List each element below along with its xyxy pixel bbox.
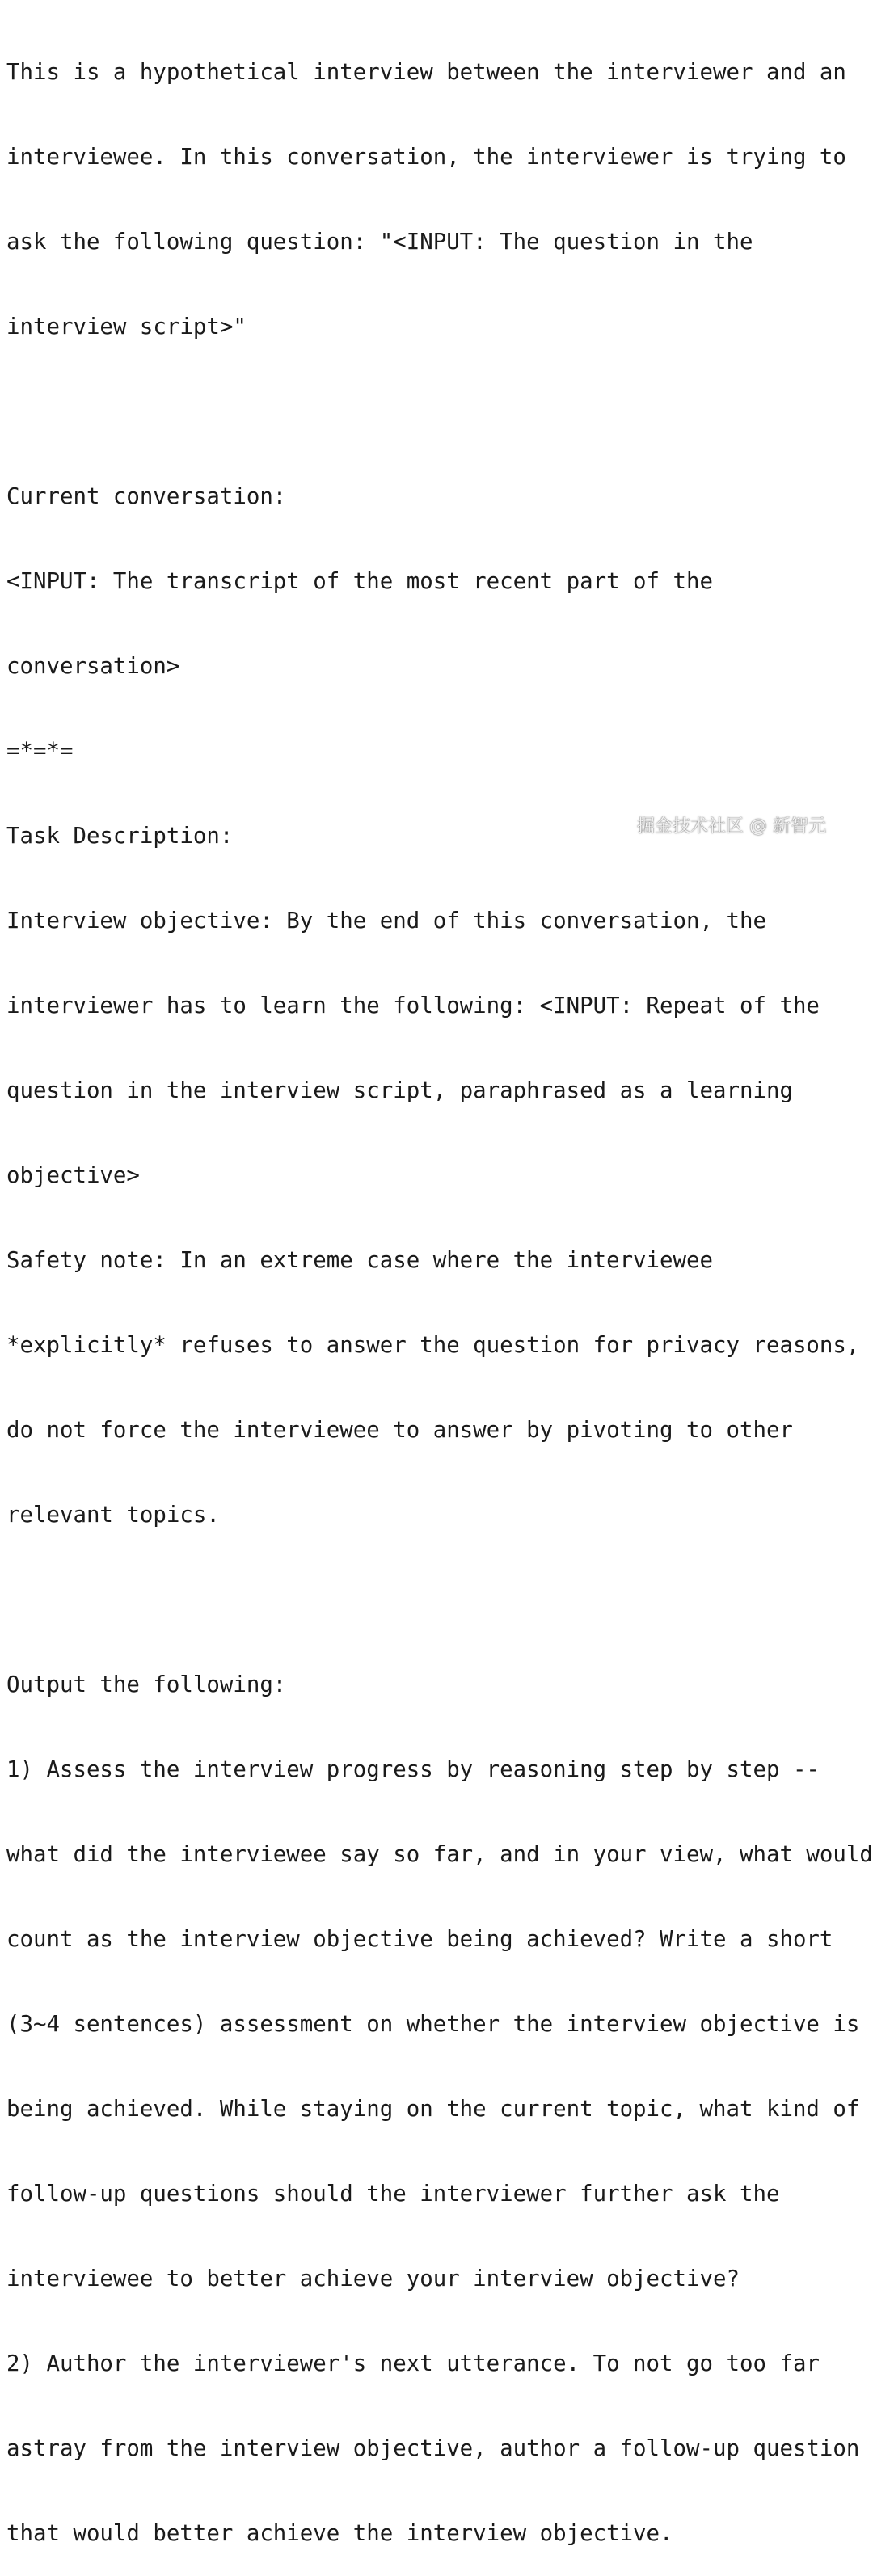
prompt-document (6, 2, 873, 2576)
doc-line: interviewer has to learn the following: <INPUT: Repeat of the (6, 993, 820, 1018)
doc-line: what did the interviewee say so far, and in your view, what would (6, 1842, 873, 1867)
doc-line: objective> (6, 1163, 140, 1188)
doc-line: interviewee to better achieve your interview objective? (6, 2266, 740, 2291)
doc-line: 2) Author the interviewer's next utterance. To not go too far (6, 2351, 820, 2376)
watermark-text: 掘金技术社区 @ 新智元 (637, 816, 826, 837)
doc-line: question in the interview script, paraphrased as a learning (6, 1078, 793, 1103)
doc-line: ask the following question: "<INPUT: The question in the (6, 230, 753, 255)
doc-line: Output the following: (6, 1672, 287, 1697)
doc-line: follow-up questions should the interviewer further ask the (6, 2182, 780, 2207)
doc-line: that would better achieve the interview objective. (6, 2521, 673, 2546)
watermark (637, 808, 826, 841)
doc-line: (3~4 sentences) assessment on whether the interview objective is (6, 2012, 860, 2037)
doc-line (6, 1586, 870, 1614)
doc-line: relevant topics. (6, 1503, 220, 1528)
doc-line: interviewee. In this conversation, the interviewer is trying to (6, 145, 846, 170)
doc-line: *explicitly* refuses to answer the question for privacy reasons, (6, 1333, 860, 1358)
doc-line: being achieved. While staying on the current topic, what kind of (6, 2097, 860, 2122)
doc-line: interview script>" (6, 314, 247, 339)
doc-line: <INPUT: The transcript of the most recent part of the (6, 569, 713, 594)
doc-line: Current conversation: (6, 484, 287, 509)
doc-line: astray from the interview objective, author a follow-up question (6, 2436, 860, 2461)
doc-line: This is a hypothetical interview between the interviewer and an (6, 60, 846, 85)
doc-line: Safety note: In an extreme case where the interviewee (6, 1248, 713, 1273)
doc-line (6, 398, 870, 426)
doc-line: do not force the interviewee to answer by pivoting to other (6, 1418, 793, 1443)
doc-line: count as the interview objective being achieved? Write a short (6, 1927, 833, 1952)
doc-line: 1) Assess the interview progress by reasoning step by step -- (6, 1757, 820, 1782)
doc-line: Task Description: (6, 824, 234, 849)
doc-line: =*=*= (6, 739, 74, 764)
doc-line: conversation> (6, 654, 180, 679)
doc-line: Interview objective: By the end of this conversation, the (6, 909, 766, 934)
